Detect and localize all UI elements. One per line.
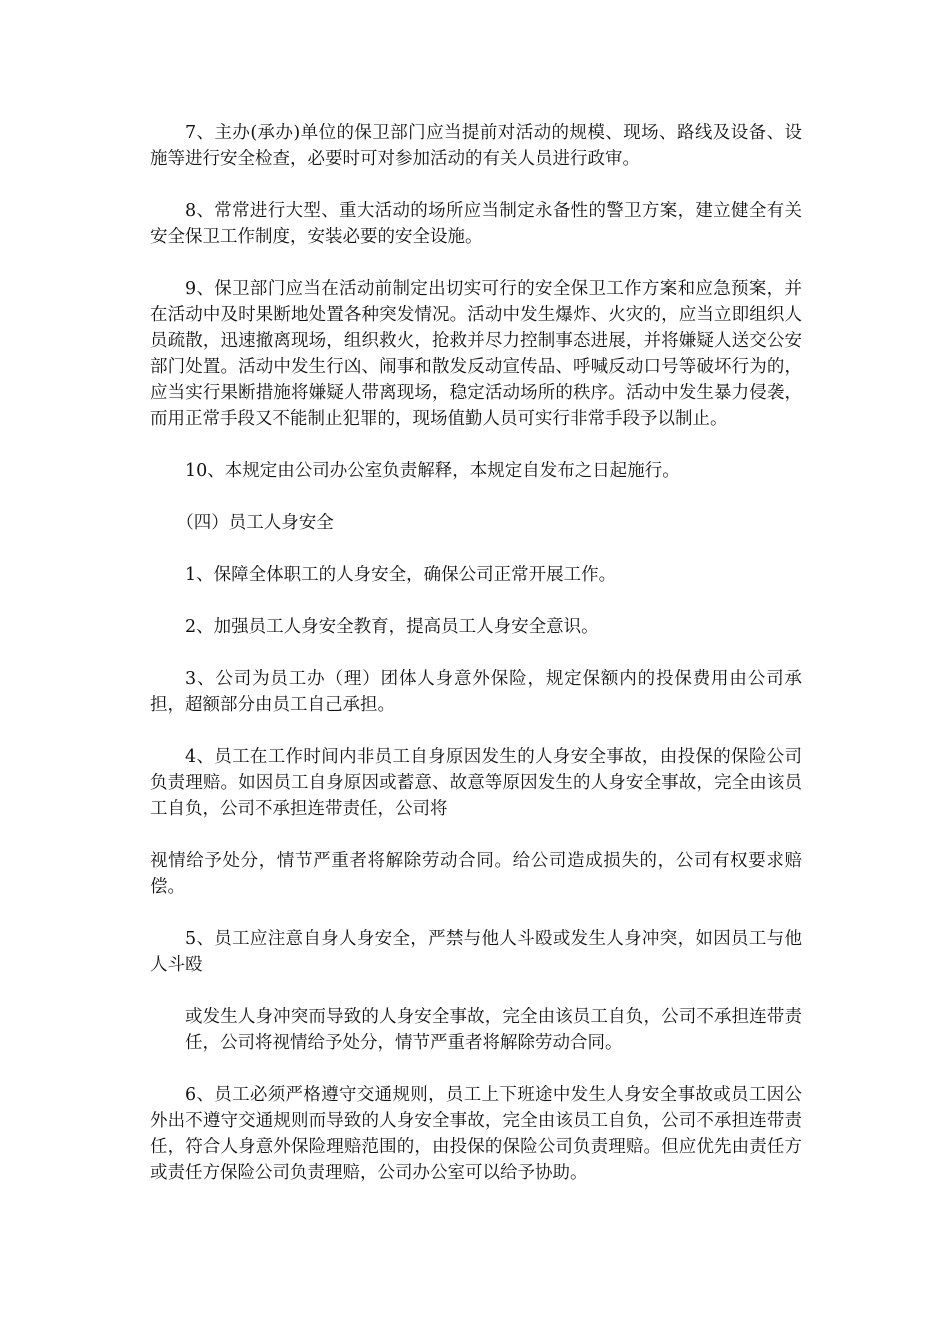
- paragraph-safety-5: 5、员工应注意自身人身安全，严禁与他人斗殴或发生人身冲突，如因员工与他人斗殴: [150, 929, 802, 975]
- section-heading: （四）员工人身安全: [176, 513, 334, 533]
- paragraph-safety-4: 4、员工在工作时间内非员工自身原因发生的人身安全事故，由投保的保险公司负责理赔。如因员工自身原因或蓄意、故意等原因发生的人身安全事故，完全由该员工自负，公司不承担连带责任，公司将: [150, 747, 802, 819]
- document-body: [150, 120, 802, 1212]
- paragraph-item-9: 9、保卫部门应当在活动前制定出切实可行的安全保卫工作方案和应急预案，并在活动中及时果断地处置各种突发情况。活动中发生爆炸、火灾的，应当立即组织人员疏散，迅速撤离现场，组织救火，抢救并尽力控制事态进展，并将嫌疑人送交公安部门处置。活动中发生行凶、闹事和散发反动宣传品、呼喊反动口号等破坏行为的，应当实行果断措施将嫌疑人带离现场，稳定活动场所的秩序。活动中发生暴力侵袭，而用正常手段又不能制止犯罪的，现场值勤人员可实行非常手段予以制止。: [150, 279, 802, 429]
- paragraph-safety-5-continued: 或发生人身冲突而导致的人身安全事故，完全由该员工自负，公司不承担连带责任，公司将视情给予处分，情节严重者将解除劳动合同。: [185, 1007, 802, 1053]
- paragraph-item-8: 8、常常进行大型、重大活动的场所应当制定永备性的警卫方案，建立健全有关安全保卫工作制度，安装必要的安全设施。: [150, 201, 802, 247]
- paragraph-safety-2: 2、加强员工人身安全教育，提高员工人身安全意识。: [185, 617, 599, 637]
- paragraph-safety-3: 3、公司为员工办（理）团体人身意外保险，规定保额内的投保费用由公司承担，超额部分由员工自己承担。: [150, 669, 802, 715]
- paragraph-safety-1: 1、保障全体职工的人身安全，确保公司正常开展工作。: [185, 565, 617, 585]
- paragraph-item-10: 10、本规定由公司办公室负责解释，本规定自发布之日起施行。: [185, 461, 680, 481]
- paragraph-safety-6: 6、员工必须严格遵守交通规则，员工上下班途中发生人身安全事故或员工因公外出不遵守交通规则而导致的人身安全事故，完全由该员工自负，公司不承担连带责任，符合人身意外保险理赔范围的，由投保的保险公司负责理赔。但应优先由责任方或责任方保险公司负责理赔，公司办公室可以给予协助。: [150, 1085, 802, 1183]
- paragraph-safety-4-continued: 视情给予处分，情节严重者将解除劳动合同。给公司造成损失的，公司有权要求赔偿。: [150, 851, 802, 897]
- paragraph-item-7: 7、主办(承办)单位的保卫部门应当提前对活动的规模、现场、路线及设备、设施等进行安全检查，必要时可对参加活动的有关人员进行政审。: [150, 123, 802, 169]
